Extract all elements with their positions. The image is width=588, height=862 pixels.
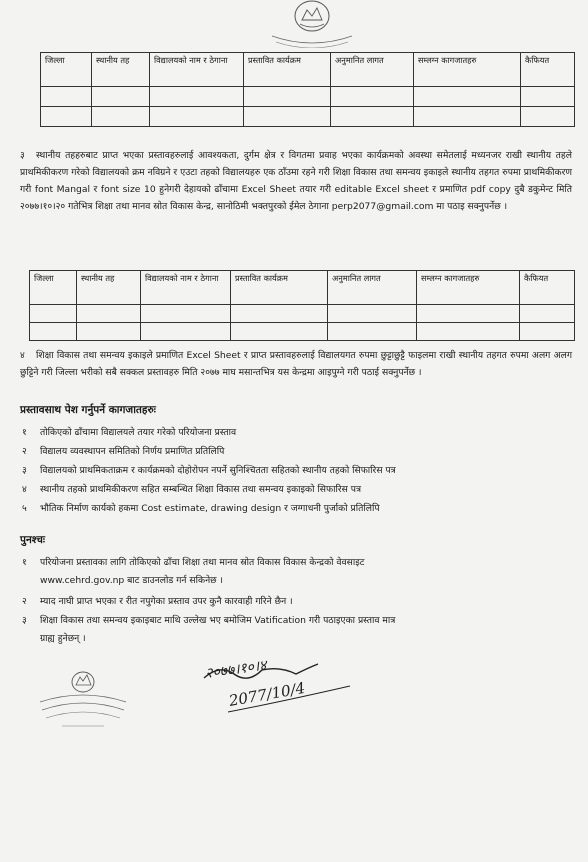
column-header: प्रस्तावित कार्यक्रम (244, 53, 331, 87)
table-row (30, 305, 575, 323)
table-cell (92, 87, 150, 107)
table-cell (30, 305, 77, 323)
table-cell (417, 305, 520, 323)
table-cell (521, 87, 575, 107)
attachment-item: २ विद्यालय व्यवस्थापन समितिको निर्णय प्रमाणित प्रतिलिपि (22, 446, 225, 457)
proposal-table-2 (29, 270, 575, 341)
table-cell (520, 323, 575, 341)
column-header: सम्लग्न कागजातहरु (417, 271, 520, 305)
table-cell (331, 87, 414, 107)
table-cell (141, 323, 231, 341)
paragraph-number: ४ (20, 350, 25, 361)
table-cell (521, 107, 575, 127)
paragraph-number: ३ (20, 150, 25, 161)
table-header-row (30, 271, 575, 305)
column-header: कैफियत (520, 271, 575, 305)
table-cell (41, 107, 92, 127)
table-cell (328, 305, 417, 323)
column-header: अनुमानित लागत (328, 271, 417, 305)
column-header: जिल्ला (30, 271, 77, 305)
proposal-table-1 (40, 52, 575, 127)
attachments-heading: प्रस्तावसाथ पेश गर्नुपर्ने कागजातहरुः (20, 404, 156, 416)
postscript-heading: पुनश्चः (20, 534, 46, 546)
table-cell (41, 87, 92, 107)
table-cell (231, 323, 328, 341)
column-header: जिल्ला (41, 53, 92, 87)
postscript-item: २ म्याद नाघी प्राप्त भएका र रीत नपुगेका प्रस्ताव उपर कुनै कारवाही गरिने छैन । (22, 596, 293, 607)
table-row (30, 323, 575, 341)
paragraph-text: शिक्षा विकास तथा समन्वय इकाइले प्रमाणित Excel Sheet र प्राप्त प्रस्तावहरुलाई विद्यालयगत रुपमा छुट्टाछुट्टै फाइलमा राखी स्थानीय तहगत रुपमा अलग अलग छुट्टिने गरी जिल्ला भरीको सबै सक्कल प्रस्तावहरु मिति २०७७ माघ मसान्तभित्र यस केन्द्रमा आइपुग्ने गरी पठाई सक्नुपर्नेछ । (20, 350, 572, 378)
signature-date-latin: 2077/10/4 (227, 678, 307, 710)
table-cell (244, 87, 331, 107)
attachment-item: ५ भौतिक निर्माण कार्यको हकमा Cost estimate, drawing design र जग्गाधनी पुर्जाको प्रतिलिपि (22, 503, 380, 514)
government-seal-top-icon (262, 0, 362, 48)
column-header: प्रस्तावित कार्यक्रम (231, 271, 328, 305)
column-header: स्थानीय तह (77, 271, 141, 305)
table-cell (328, 323, 417, 341)
table-cell (150, 107, 244, 127)
handwritten-signature (200, 656, 360, 718)
postscript-item: १ परियोजना प्रस्तावका लागि तोकिएको ढाँचा शिक्षा तथा मानव स्रोत विकास विकास केन्द्रको वेवसाइट www.cehrd.gov.np बाट डाउनलोड गर्न सकिनेछ । (22, 557, 365, 586)
table-cell (30, 323, 77, 341)
postscript-item: ३ शिक्षा विकास तथा समन्वय इकाइबाट माथि उल्लेख भए बमोजिम Vatification गरी पठाइएका प्रस्ताव मात्र ग्राह्य हुनेछन् । (22, 615, 396, 644)
signature-date-nepali: २०७७।१०।४ (204, 657, 268, 682)
table-cell (520, 305, 575, 323)
table-cell (414, 107, 521, 127)
table-cell (244, 107, 331, 127)
column-header: विद्यालयको नाम र ठेगाना (150, 53, 244, 87)
column-header: विद्यालयको नाम र ठेगाना (141, 271, 231, 305)
table-header-row (41, 53, 575, 87)
table-cell (331, 107, 414, 127)
table-cell (417, 323, 520, 341)
table-row (41, 107, 575, 127)
table-cell (150, 87, 244, 107)
column-header: कैफियत (521, 53, 575, 87)
paragraph-3 (20, 147, 572, 215)
column-header: सम्लग्न कागजातहरु (414, 53, 521, 87)
table-cell (231, 305, 328, 323)
table-row (41, 87, 575, 107)
table-cell (77, 323, 141, 341)
paragraph-text: स्थानीय तहहरुबाट प्राप्त भएका प्रस्तावहरुलाई आवश्यकता, दुर्गम क्षेत्र र विगतमा प्रवाह भएका कार्यक्रमको अवस्था समेतलाई मध्यनजर राखी स्थानीय तहले प्राथमिकीकरण गरेको विद्यालयको क्रम नविग्रने र एउटा तहको विद्यालयहरु एक ठाँउमा रहने गरी शिक्षा विकास तथा समन्वय इकाइले स्थानीय तहगत रुपमा प्राथमिकीकरण गरी font Mangal र font size 10 हुनेगरी देहायको ढाँचामा Excel Sheet तयार गरी editable Excel sheet र प्रमाणित pdf copy दुबै डकुमेन्ट मिति २०७७।१०।२० गतेभित्र शिक्षा तथा मानव स्रोत विकास केन्द्र, सानोठिमी भक्तपुरको ईमेल ठेगाना perp2077@gmail.com मा पठाइ सक्नुपर्नेछ । (20, 150, 572, 212)
attachment-item: ३ विद्यालयको प्राथमिकताक्रम र कार्यक्रमको दोहोरोपन नपर्ने सुनिश्चितता सहितको स्थानीय तहको सिफारिस पत्र (22, 465, 396, 476)
column-header: अनुमानित लागत (331, 53, 414, 87)
column-header: स्थानीय तह (92, 53, 150, 87)
paragraph-4 (20, 347, 572, 381)
attachment-item: ४ स्थानीय तहको प्राथमिकीकरण सहित सम्बन्धित शिक्षा विकास तथा समन्वय इकाइको सिफारिस पत्र (22, 484, 362, 495)
table-cell (77, 305, 141, 323)
government-seal-bottom-icon (38, 668, 128, 728)
attachment-item: १ तोकिएको ढाँचामा विद्यालयले तयार गरेको परियोजना प्रस्ताव (22, 427, 237, 438)
table-cell (141, 305, 231, 323)
table-cell (414, 87, 521, 107)
table-cell (92, 107, 150, 127)
